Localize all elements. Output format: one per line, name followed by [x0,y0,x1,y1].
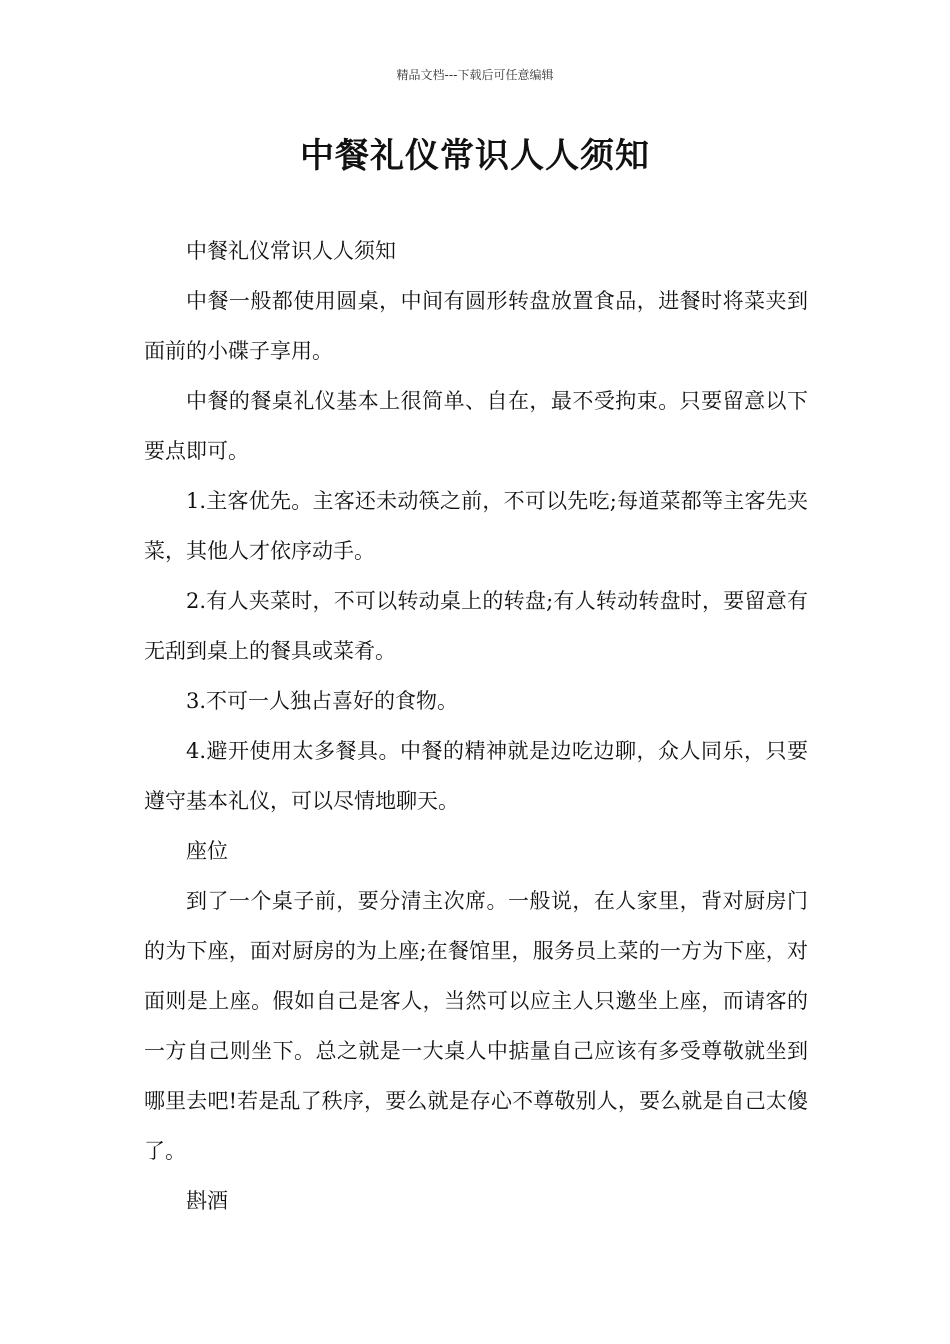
paragraph-round-table: 中餐一般都使用圆桌，中间有圆形转盘放置食品，进餐时将菜夹到面前的小碟子享用。 [144,289,808,363]
document-body [144,226,808,1226]
paragraph-rule-1: 1.主客优先。主客还未动筷之前，不可以先吃;每道菜都等主客先夹菜，其他人才依序动手。 [144,489,808,563]
paragraph-simple-etiquette: 中餐的餐桌礼仪基本上很简单、自在，最不受拘束。只要留意以下要点即可。 [144,389,808,463]
paragraph-seating: 到了一个桌子前，要分清主次席。一般说，在人家里，背对厨房门的为下座，面对厨房的为上座;在餐馆里，服务员上菜的一方为下座，对面则是上座。假如自己是客人，当然可以应主人只邀坐上座，而请客的一方自己则坐下。总之就是一大桌人中掂量自己应该有多受尊敬就坐到哪里去吧!若是乱了秩序，要么就是存心不尊敬别人，要么就是自己太傻了。 [144,889,808,1163]
section-heading-seating: 座位 [186,839,228,863]
paragraph-rule-4: 4.避开使用太多餐具。中餐的精神就是边吃边聊，众人同乐，只要遵守基本礼仪，可以尽情地聊天。 [144,739,808,813]
section-heading-pouring-wine: 斟酒 [186,1189,228,1213]
paragraph-rule-3: 3.不可一人独占喜好的食物。 [186,689,459,713]
page-header: 精品文档---下载后可任意编辑 [396,68,554,82]
paragraph-subtitle: 中餐礼仪常识人人须知 [186,239,396,263]
document-title: 中餐礼仪常识人人须知 [300,136,650,176]
paragraph-rule-2: 2.有人夹菜时，不可以转动桌上的转盘;有人转动转盘时，要留意有无刮到桌上的餐具或菜肴。 [144,589,808,663]
